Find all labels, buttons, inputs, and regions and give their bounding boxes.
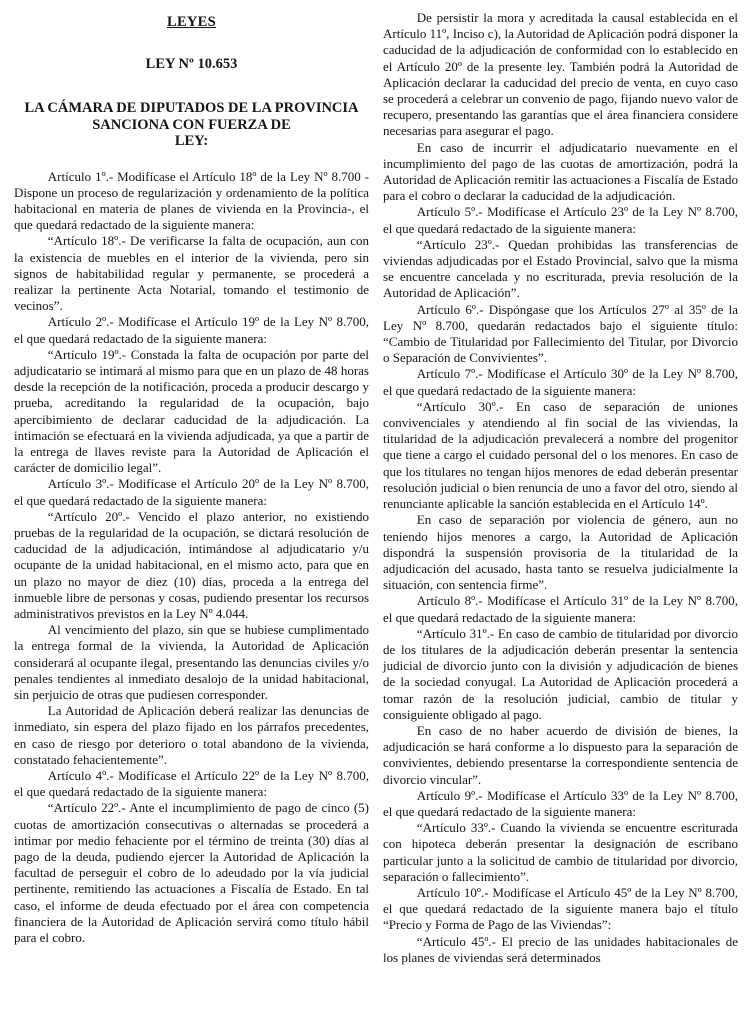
paragraph: Artículo 6º.- Dispóngase que los Artículos 27º al 35º de la Ley Nº 8.700, quedarán redactados bajo el siguiente título: “Cambio de Titularidad por Fallecimiento del Titular, por Divorcio o Separación de Convivientes”.	[383, 301, 738, 366]
paragraph: “Artículo 30º.- En caso de separación de uniones convivenciales y atendiendo al fin social de las viviendas, la titularidad de la adjudicación prevalecerá a nombre del progenitor que tiene a cargo el cuidado personal del o los menores. En caso de que los titulares no tengan hijos menores de edad deberán presentar resolución judicial o bien renuncia de uno a favor del otro, siendo al renunciante aplicable la sanción establecida en el Artículo 14º.	[383, 398, 738, 512]
left-column	[14, 6, 369, 1016]
enacting-formula	[14, 100, 369, 150]
paragraph: En caso de no haber acuerdo de división de bienes, la adjudicación se hará conforme a lo dispuesto para la separación de convivientes, debiendo presentarse la correspondiente sentencia de divorcio vincular”.	[383, 722, 738, 787]
law-number: LEY Nº 10.653	[145, 56, 238, 72]
paragraph: Artículo 9º.- Modifícase el Artículo 33º de la Ley Nº 8.700, el que quedará redactado de la siguiente manera:	[383, 787, 738, 819]
left-column-body	[14, 169, 369, 947]
paragraph: En caso de separación por violencia de género, aun no teniendo hijos menores a cargo, la Autoridad de Aplicación dispondrá la suspensión provisoria de la titularidad de la adjudicación del acusado, hasta tanto se resuelva judicialmente la situación, con sentencia firme”.	[383, 512, 738, 593]
paragraph: Artículo 8º.- Modifícase el Artículo 31º de la Ley Nº 8.700, el que quedará redactado de la siguiente manera:	[383, 593, 738, 625]
paragraph: “Artículo 20º.- Vencido el plazo anterior, no existiendo pruebas de la regularidad de la ocupación, se dictará resolución de caducidad de la adjudicación, intimándose al adjudicatario y/u ocupante de la unidad habitacional, en el mismo acto, para que en un plazo no mayor de diez (10) días, proceda a la entrega del inmueble libre de personas y cosas, pudiendo presentar los recursos administrativos previstos en la Ley Nº 4.044.	[14, 508, 369, 621]
paragraph: La Autoridad de Aplicación deberá realizar las denuncias de inmediato, sin espera del plazo fijado en los párrafos precedentes, en caso de riesgo por deterioro o total abandono de la vivienda, constatado fehacientemente”.	[14, 703, 369, 767]
enacting-formula-line: SANCIONA CON FUERZA DE	[92, 116, 291, 133]
paragraph: “Artículo 23º.- Quedan prohibidas las transferencias de viviendas adjudicadas por el Estado Provincial, salvo que la misma se encuentre cancelada y no escriturada, previa resolución de la Autoridad de Aplicación”.	[383, 236, 738, 301]
paragraph: “Artículo 45º.- El precio de las unidades habitacionales de los planes de viviendas será determinados	[383, 933, 738, 965]
paragraph: Artículo 1º.- Modifícase el Artículo 18º de la Ley Nº 8.700 -Dispone un proceso de regularización y ordenamiento de la política habitacional en materia de planes de vivienda en la Provincia-, el que quedará redactado de la siguiente manera:	[14, 168, 369, 233]
paragraph: Artículo 3º.- Modifícase el Artículo 20º de la Ley Nº 8.700, el que quedará redactado de la siguiente manera:	[14, 476, 369, 508]
paragraph: “Artículo 33º.- Cuando la vivienda se encuentre escriturada con hipoteca deberán presentar la designación de escribano particular junto a la solicitud de cambio de titularidad por divorcio, separación o fallecimiento”.	[383, 820, 738, 884]
paragraph: Al vencimiento del plazo, sin que se hubiese cumplimentado la entrega formal de la vivienda, la Autoridad de Aplicación considerará al ocupante ilegal, presentando las denuncias civiles y/o penales tendientes al inmediato desalojo de la unidad habitacional, sin perjuicio de otras que pudiesen corresponder.	[14, 622, 369, 702]
section-title: LEYES	[166, 14, 217, 30]
paragraph: Artículo 5º.- Modifícase el Artículo 23º de la Ley Nº 8.700, el que quedará redactado de la siguiente manera:	[383, 204, 738, 236]
paragraph: Artículo 2º.- Modifícase el Artículo 19º de la Ley Nº 8.700, el que quedará redactado de la siguiente manera:	[14, 314, 369, 346]
document-header	[14, 14, 369, 150]
paragraph: Artículo 10º.- Modifícase el Artículo 45º de la Ley Nº 8.700, el que quedará redactado de la siguiente manera bajo el título “Precio y Forma de Pago de las Viviendas”:	[383, 884, 738, 933]
paragraph: “Artículo 18º.- De verificarse la falta de ocupación, aun con la existencia de muebles en el interior de la vivienda, pero sin signos de habitabilidad regular y permanente, se procederá a realizar la pertinente Acta Notarial, tomando el testimonio de vecinos”.	[14, 233, 369, 314]
paragraph: Artículo 7º.- Modifícase el Artículo 30º de la Ley Nº 8.700, el que quedará redactado de la siguiente manera:	[383, 366, 738, 398]
enacting-formula-line: LA CÁMARA DE DIPUTADOS DE LA PROVINCIA	[24, 100, 359, 116]
paragraph: En caso de incurrir el adjudicatario nuevamente en el incumplimiento del pago de las cuotas de amortización, podrá la Autoridad de Aplicación remitir las actuaciones a Fiscalía de Estado para el cobro o declarar la caducidad de la adjudicación.	[383, 139, 738, 204]
paragraph: Artículo 4º.- Modifícase el Artículo 22º de la Ley Nº 8.700, el que quedará redactado de la siguiente manera:	[14, 768, 369, 800]
paragraph: “Artículo 19º.- Constada la falta de ocupación por parte del adjudicatario se intimará al mismo para que en un plazo de 48 horas desde la recepción de la notificación, proceda a producir descargo y prueba, acreditando la regularidad de la ocupación, bajo apercibimiento de declarar caducidad de la adjudicación. La intimación se efectuará en la vivienda adjudicada, ya que a partir de la entrega de llaves reviste para la Autoridad de Aplicación el carácter de domicilio legal”.	[14, 346, 369, 476]
right-column	[383, 6, 738, 1016]
paragraph: “Artículo 22º.- Ante el incumplimiento de pago de cinco (5) cuotas de amortización consecutivas o alternadas se procederá a intimar por medio fehaciente por el término de treinta (30) días al pago de la deuda, pudiendo ejercer la Autoridad de Aplicación la facultad de perseguir el cobro de lo adeudado por la vía judicial pertinente, remitiendo las actuaciones a Fiscalía de Estado. En tal caso, el informe de deuda efectuado por el área con competencia financiera de la Autoridad de Aplicación servirá como título hábil para el cobro.	[14, 800, 369, 946]
enacting-formula-line: LEY:	[174, 133, 209, 149]
paragraph: “Artículo 31º.- En caso de cambio de titularidad por divorcio de los titulares de la adjudicación deberán presentar la sentencia judicial de divorcio junto con la división y adjudicación de bienes de la sociedad conyugal. La Autoridad de Aplicación procederá a tomar razón de la resolución judicial, cambio de titular y consiguiente obligado al pago.	[383, 625, 738, 722]
paragraph: De persistir la mora y acreditada la causal establecida en el Artículo 11º, Inciso c), la Autoridad de Aplicación podrá disponer la caducidad de la adjudicación de conformidad con lo establecido en el Artículo 20º de la presente ley. También podrá la Autoridad de Aplicación declarar la caducidad del precio de venta, en cuyo caso se procederá a celebrar un convenio de pago, fijando nuevo valor de recupero, presentando las garantías que el área financiera considere necesarias para asegurar el pago.	[383, 10, 738, 139]
right-column-body	[383, 10, 738, 966]
